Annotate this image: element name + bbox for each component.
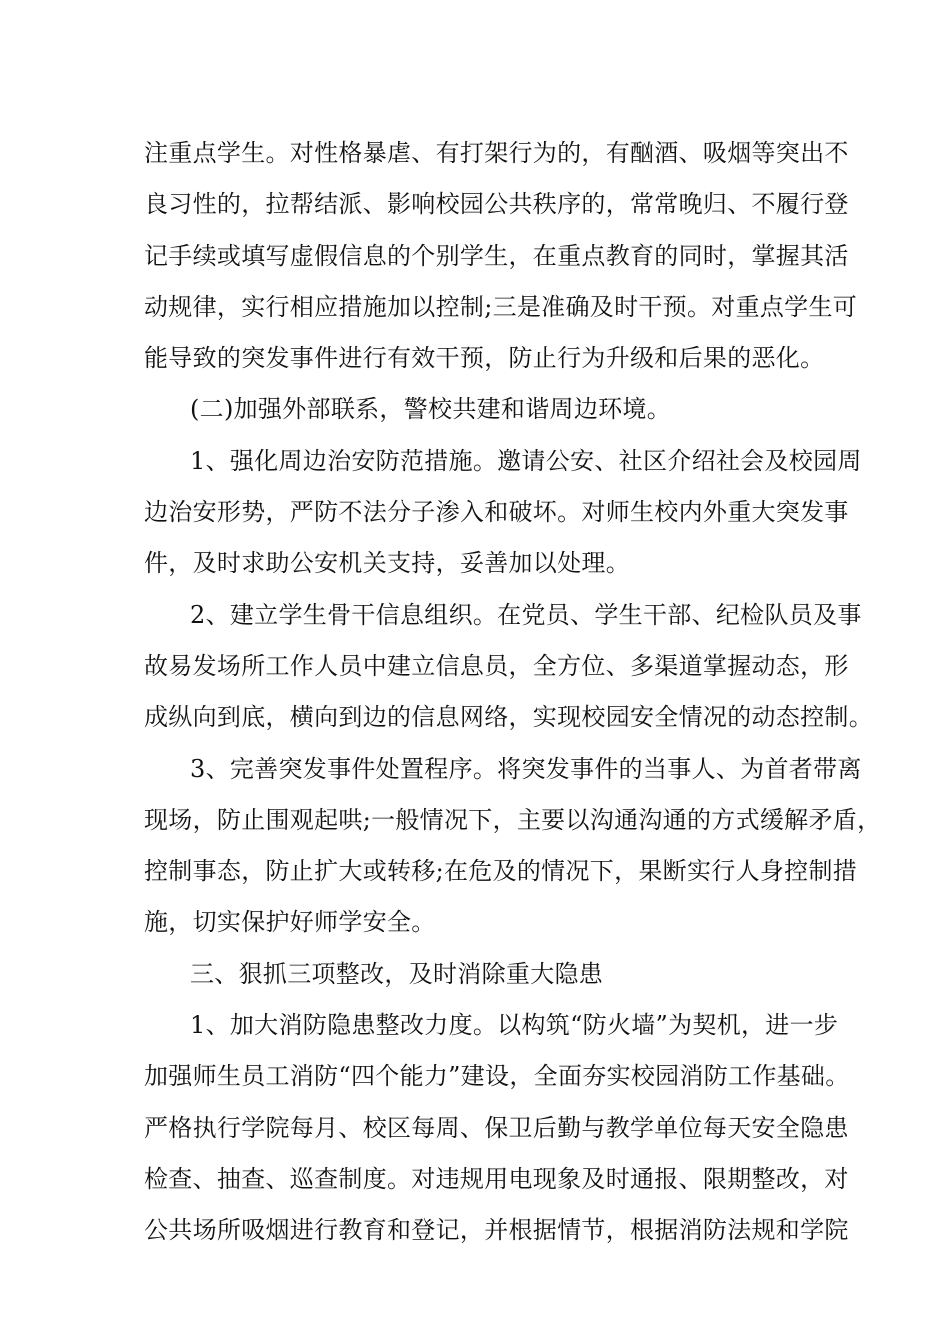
text-line: 成纵向到底，横向到边的信息网络，实现校园安全情况的动态控制。 [144, 703, 873, 732]
text-line: 件，及时求助公安机关支持，妥善加以处理。 [144, 549, 630, 578]
text-line: 公共场所吸烟进行教育和登记，并根据情节，根据消防法规和学院 [144, 1216, 849, 1245]
text-line: 控制事态，防止扩大或转移;在危及的情况下，果断实行人身控制措 [144, 857, 858, 886]
text-line: 现场，防止围观起哄;一般情况下，主要以沟通沟通的方式缓解矛盾， [144, 805, 882, 834]
text-line: 动规律，实行相应措施加以控制;三是准确及时干预。对重点学生可 [144, 292, 858, 321]
text-line: 1、加大消防隐患整改力度。以构筑“防火墙”为契机，进一步 [190, 1011, 839, 1040]
text-line: (二)加强外部联系，警校共建和谐周边环境。 [190, 395, 672, 424]
document-body [144, 128, 882, 1257]
text-line: 三、狠抓三项整改，及时消除重大隐患 [190, 959, 604, 988]
text-line: 记手续或填写虚假信息的个别学生，在重点教育的同时，掌握其活 [144, 241, 849, 270]
text-line: 施，切实保护好师学安全。 [144, 908, 436, 937]
text-line: 3、完善突发事件处置程序。将突发事件的当事人、为首者带离 [190, 754, 862, 783]
text-line: 检查、抽查、巡查制度。对违规用电现象及时通报、限期整改，对 [144, 1164, 849, 1193]
text-line: 良习性的，拉帮结派、影响校园公共秩序的，常常晚归、不履行登 [144, 190, 849, 219]
text-line: 注重点学生。对性格暴虐、有打架行为的，有酗酒、吸烟等突出不 [144, 139, 849, 167]
text-line: 2、建立学生骨干信息组织。在党员、学生干部、纪检队员及事 [190, 600, 862, 629]
text-line: 故易发场所工作人员中建立信息员，全方位、多渠道掌握动态，形 [144, 651, 849, 680]
text-line: 严格执行学院每月、校区每周、保卫后勤与教学单位每天安全隐患 [144, 1113, 849, 1142]
text-line: 加强师生员工消防“四个能力”建设，全面夯实校园消防工作基础。 [144, 1062, 850, 1091]
text-line: 边治安形势，严防不法分子渗入和破坏。对师生校内外重大突发事 [144, 498, 849, 527]
text-line: 1、强化周边治安防范措施。邀请公安、社区介绍社会及校园周 [190, 446, 862, 475]
text-line: 能导致的突发事件进行有效干预，防止行为升级和后果的恶化。 [144, 344, 825, 373]
